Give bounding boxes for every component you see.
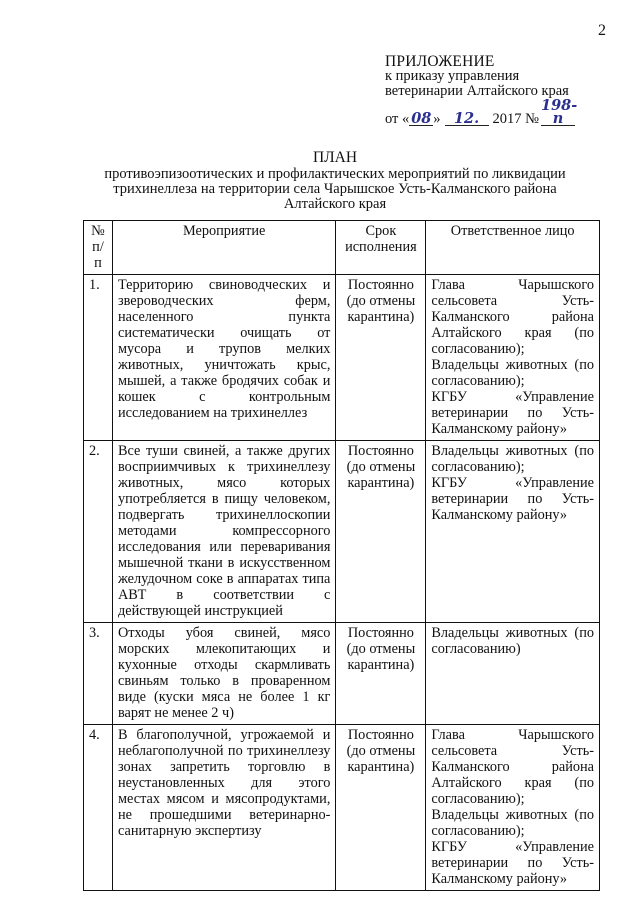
- plan-heading: [90, 150, 580, 212]
- row-number: 1.: [84, 275, 113, 441]
- plan-subtitle-line-1: противоэпизоотических и профилактических мероприятий по ликвидации: [104, 166, 566, 182]
- row-term: Постоянно (до отмены карантина): [336, 725, 426, 891]
- responsible-item: Владельцы животных (по согласованию): [431, 625, 594, 657]
- table-row: [84, 623, 600, 725]
- plan-table: [83, 220, 600, 891]
- row-term: Постоянно (до отмены карантина): [336, 441, 426, 623]
- handwritten-date-day: 08: [411, 110, 432, 127]
- appendix-line-1: к приказу управления: [385, 68, 520, 84]
- date-prefix: от «: [385, 111, 410, 127]
- table-row: [84, 275, 600, 441]
- row-number: 4.: [84, 725, 113, 891]
- handwritten-order-number: 198-п: [541, 97, 578, 127]
- row-activity: Отходы убоя свиней, мясо морских млекопитающих и кухонные отходы скармливать свиньям только в проваренном виде (куски мяса не более 1 кг варят не менее 2 ч): [112, 623, 335, 725]
- appendix-header: [385, 53, 578, 127]
- table-header-row: [84, 221, 600, 275]
- responsible-item: КГБУ «Управление ветеринарии по Усть-Калманскому району»: [431, 475, 594, 523]
- plan-subtitle-line-2: трихинеллеза на территории села Чарышское Усть-Калманского района: [113, 181, 557, 197]
- header-term: Срок исполнения: [336, 221, 426, 275]
- responsible-item: Глава Чарышского сельсовета Усть-Калманского района Алтайского края (по согласованию);: [431, 277, 594, 357]
- row-responsible: [426, 623, 600, 725]
- date-year: 2017 №: [492, 111, 539, 127]
- appendix-date-line: [385, 97, 578, 127]
- appendix-line-2: ветеринарии Алтайского края: [385, 83, 569, 99]
- row-number: 3.: [84, 623, 113, 725]
- row-number: 2.: [84, 441, 113, 623]
- appendix-title: ПРИЛОЖЕНИЕ: [385, 53, 495, 70]
- row-responsible: [426, 275, 600, 441]
- date-quote: »: [433, 111, 441, 127]
- row-term: Постоянно (до отмены карантина): [336, 275, 426, 441]
- plan-title: ПЛАН: [312, 149, 358, 166]
- responsible-item: КГБУ «Управление ветеринарии по Усть-Калманскому району»: [431, 389, 594, 437]
- responsible-item: Владельцы животных (по согласованию);: [431, 807, 594, 839]
- plan-subtitle-line-3: Алтайского края: [283, 196, 387, 212]
- page-number: 2: [598, 22, 606, 39]
- row-activity: Территорию свиноводческих и звероводческих ферм, населенного пункта систематически очищать от мусора и трупов мелких животных, уничтожать крыс, мышей, а также бродячих собак и кошек с контрольным исследованием на трихинеллез: [112, 275, 335, 441]
- table-row: [84, 725, 600, 891]
- table-row: [84, 441, 600, 623]
- row-responsible: [426, 725, 600, 891]
- header-num: № п/п: [84, 221, 113, 275]
- responsible-item: КГБУ «Управление ветеринарии по Усть-Калманскому району»: [431, 839, 594, 887]
- handwritten-date-month: 12.: [445, 112, 489, 126]
- row-responsible: [426, 441, 600, 623]
- header-activity: Мероприятие: [112, 221, 335, 275]
- row-activity: Все туши свиней, а также других восприимчивых к трихинеллезу животных, мясо которых употребляется в пищу человеком, подвергать трихинеллоскопии методами компрессорного исследования или переваривания мышечной ткани в искусственном желудочном соке в аппаратах типа АВТ в соответствии с действующей инструкцией: [112, 441, 335, 623]
- responsible-item: Глава Чарышского сельсовета Усть-Калманского района Алтайского края (по согласованию);: [431, 727, 594, 807]
- row-activity: В благополучной, угрожаемой и неблагополучной по трихинеллезу зонах запретить торговлю в неустановленных для этого местах мясом и мясопродуктами, не прошедшими ветеринарно-санитарную экспертизу: [112, 725, 335, 891]
- responsible-item: Владельцы животных (по согласованию);: [431, 443, 594, 475]
- responsible-item: Владельцы животных (по согласованию);: [431, 357, 594, 389]
- row-term: Постоянно (до отмены карантина): [336, 623, 426, 725]
- header-responsible: Ответственное лицо: [426, 221, 600, 275]
